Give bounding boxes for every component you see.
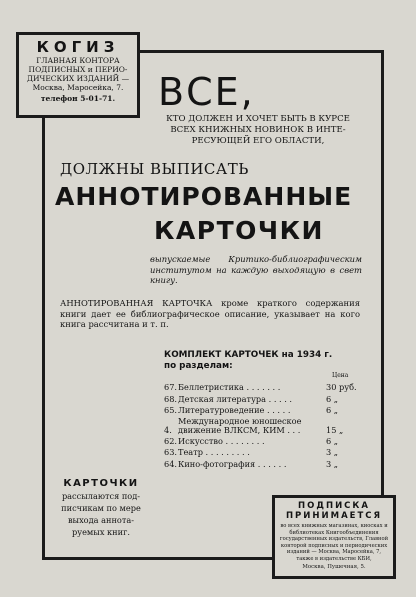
publisher-text: выпускаемые Критико-библиографическим институтом на каждую выходящую в свет книгу. bbox=[150, 254, 362, 285]
intro-line: ВСЕХ КНИЖНЫХ НОВИНОК В ИНТЕ- bbox=[170, 125, 346, 135]
intro-line: КТО ДОЛЖЕН И ХОЧЕТ БЫТЬ В КУРСЕ bbox=[166, 114, 350, 124]
item-name: Кино-фотография . . . . . . bbox=[178, 458, 287, 469]
item-number: 67. bbox=[164, 382, 178, 393]
subscription-text: во всех книжных магазинах, киосках и библиотеках Книгообъединения государственных издательств, Главной конторой подписных и периодических изданий — Москва, Маросейка, 7, также в издательстве КБИ, bbox=[279, 523, 389, 562]
subscription-title: ПРИНИМАЕТСЯ bbox=[285, 511, 383, 521]
list-item bbox=[164, 415, 368, 435]
must-subscribe: ДОЛЖНЫ ВЫПИСАТЬ bbox=[60, 160, 249, 178]
subscription-box bbox=[272, 495, 396, 579]
annotation-text: АННОТИРОВАННАЯ КАРТОЧКА кроме краткого содержания книги дает ее библиографическое описание, указывает на кого книга рассчитана и т. п. bbox=[60, 298, 360, 329]
item-name: Искусство . . . . . . . . bbox=[178, 436, 265, 447]
cards-note-line: руемых книг. bbox=[72, 527, 130, 537]
price-header: Цена bbox=[332, 372, 349, 379]
item-price: 6 „ bbox=[326, 436, 339, 447]
item-name: Международное юношеское движение ВЛКСМ, КИМ . . . bbox=[178, 415, 302, 435]
item-price: 3 „ bbox=[326, 458, 339, 469]
list-item bbox=[164, 446, 368, 457]
item-name: Театр . . . . . . . . . bbox=[178, 447, 250, 458]
intro bbox=[152, 114, 364, 147]
kit-title: КОМПЛЕКТ КАРТОЧЕК на 1934 г. bbox=[164, 350, 333, 360]
item-name: Литературоведение . . . . . bbox=[178, 404, 291, 415]
item-number: 4. bbox=[164, 424, 172, 435]
list-item bbox=[164, 435, 368, 446]
list-item bbox=[164, 392, 368, 403]
kogiz-phone: телефон 5-01-71. bbox=[40, 94, 116, 103]
kogiz-line: ГЛАВНАЯ КОНТОРА bbox=[36, 56, 120, 65]
item-number: 62. bbox=[164, 436, 178, 447]
headline: ВСЕ, bbox=[158, 70, 255, 114]
cards-note-line: писчикам по мере bbox=[61, 503, 141, 513]
cards-note-line: выхода аннота- bbox=[67, 515, 135, 525]
item-price: 6 „ bbox=[326, 404, 339, 415]
kit-list bbox=[164, 381, 368, 469]
list-item bbox=[164, 381, 368, 392]
cards-note-title: КАРТОЧКИ bbox=[63, 478, 139, 489]
item-number: 68. bbox=[164, 393, 178, 404]
intro-line: РЕСУЮЩЕЙ ЕГО ОБЛАСТИ, bbox=[191, 136, 325, 146]
cards-note bbox=[60, 478, 142, 538]
cards-note-line: рассылаются под- bbox=[61, 491, 141, 501]
item-price: 3 „ bbox=[326, 447, 339, 458]
kogiz-title: КОГИЗ bbox=[36, 38, 120, 56]
item-name: Детская литература . . . . . bbox=[178, 393, 293, 404]
item-number: 63. bbox=[164, 447, 178, 458]
big-title-line1: АННОТИРОВАННЫЕ bbox=[55, 182, 353, 211]
item-price: 30 руб. bbox=[326, 382, 357, 393]
kogiz-line: ПОДПИСНЫХ и ПЕРИО- bbox=[28, 65, 128, 74]
kogiz-line: ДИЧЕСКИХ ИЗДАНИЙ — bbox=[26, 74, 130, 83]
item-name: Беллетристика . . . . . . . bbox=[178, 382, 281, 393]
list-item bbox=[164, 457, 368, 468]
subscription-address: Москва, Пушечная, 5. bbox=[302, 563, 366, 570]
item-number: 64. bbox=[164, 458, 178, 469]
kogiz-box bbox=[16, 32, 140, 118]
item-price: 15 „ bbox=[326, 424, 344, 435]
big-title-line2: КАРТОЧКИ bbox=[154, 216, 324, 245]
kit-title-block bbox=[164, 350, 364, 372]
list-item bbox=[164, 404, 368, 415]
kit-subtitle: по разделам: bbox=[164, 361, 233, 371]
subscription-title: ПОДПИСКА bbox=[298, 501, 370, 511]
kogiz-line: Москва, Маросейка, 7. bbox=[32, 83, 124, 92]
item-number: 65. bbox=[164, 404, 178, 415]
item-price: 6 „ bbox=[326, 393, 339, 404]
